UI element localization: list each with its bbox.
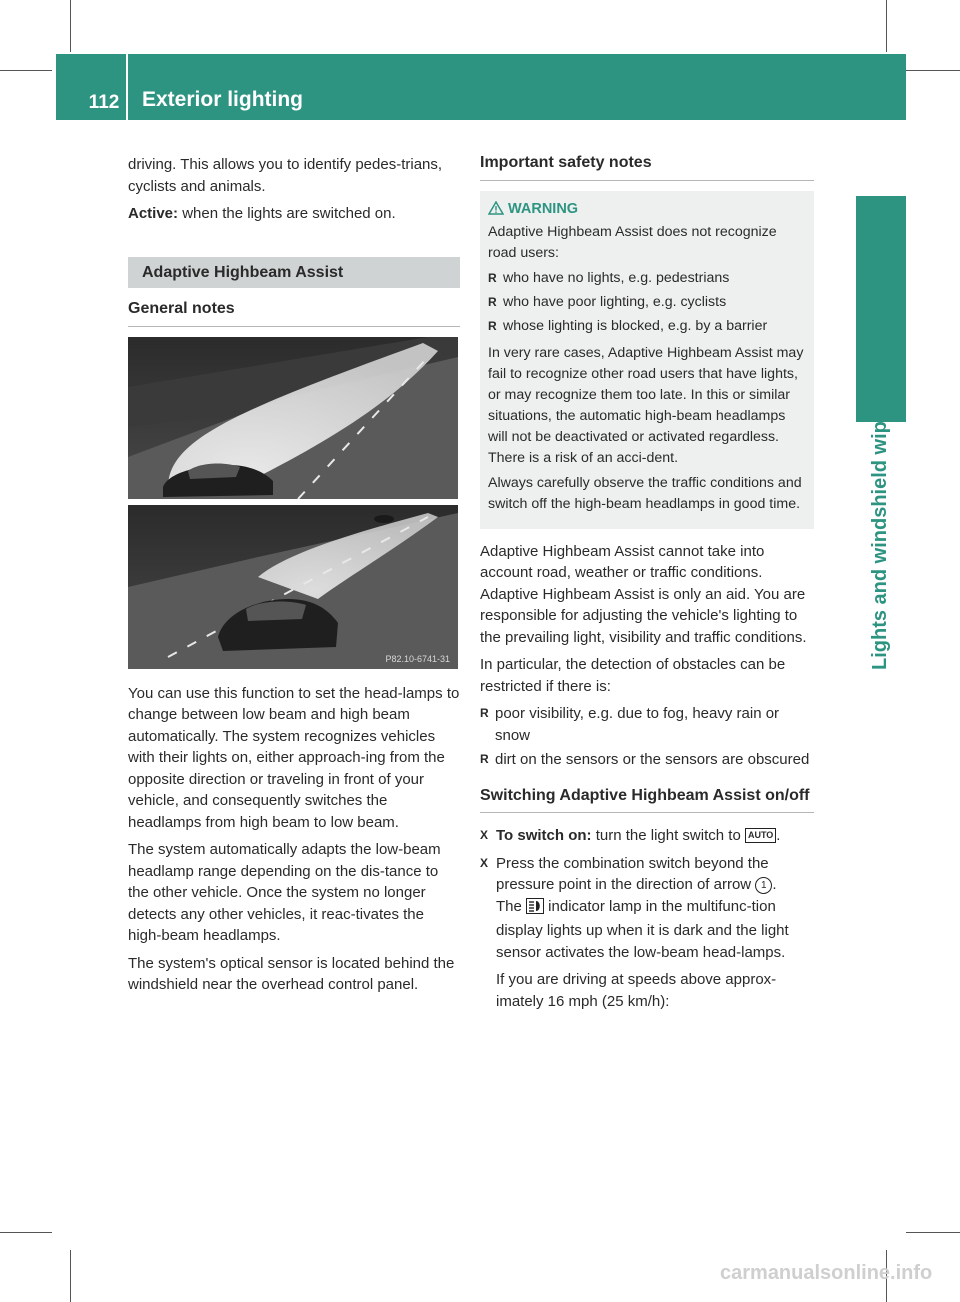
step1-text: turn the light switch to [591, 827, 745, 844]
figure-code: P82.10-6741-31 [385, 653, 450, 664]
step2-text-d: indicator lamp in the multifunc-tion display lights up when it is dark and the light sensor activates the low-beam head-lamps. [496, 897, 789, 961]
step-press-switch [480, 853, 814, 1013]
subhead-general-notes: General notes [128, 298, 460, 327]
crop-mark [70, 1250, 71, 1302]
section-title: Adaptive Highbeam Assist [128, 257, 460, 289]
list-item: R who have poor lighting, e.g. cyclists [488, 292, 806, 313]
list-item: R whose lighting is blocked, e.g. by a barrier [488, 316, 806, 337]
active-line [128, 203, 460, 225]
step2-text-b: . [772, 876, 777, 893]
highbeam-assist-lamp-icon [526, 898, 544, 921]
active-text: when the lights are switched on. [178, 205, 396, 222]
active-label: Active: [128, 205, 179, 222]
list-item: R who have no lights, e.g. pedestrians [488, 268, 806, 289]
warning-paragraph-2: Always carefully observe the traffic conditions and switch off the high-beam headlamps in good time. [488, 474, 802, 512]
switch-heading: Switching Adaptive Highbeam Assist on/off [480, 785, 814, 814]
step1-label: To switch on: [496, 827, 592, 844]
footer-watermark: carmanualsonline.info [720, 1262, 933, 1284]
intro-text: driving. This allows you to identify pedes-trians, cyclists and animals. [128, 156, 443, 195]
left-column [128, 154, 460, 1002]
page-title: Exterior lighting [142, 88, 304, 111]
highbeam-illustration-svg [128, 337, 458, 669]
list-item: R poor visibility, e.g. due to fog, heavy rain or snow [480, 703, 814, 746]
warning-paragraph-1: In very rare cases, Adaptive Highbeam Assist may fail to recognize other road users that have lights, or may recognize them too late. In this or similar situations, the automatic high-beam headlamps will not be deactivated or activated regardless. There is a risk of an acci-dent. [488, 344, 804, 466]
warning-list [488, 268, 806, 337]
crop-mark [0, 1232, 52, 1233]
auto-switch-icon: AUTO [745, 828, 776, 843]
arrow-number-icon: 1 [755, 877, 772, 894]
warning-icon [488, 201, 504, 215]
step2-text-a: Press the combination switch beyond the pressure point in the direction of arrow [496, 854, 769, 893]
list-item: R dirt on the sensors or the sensors are obscured [480, 749, 814, 771]
right-column [480, 150, 814, 1018]
highbeam-illustration [128, 337, 458, 669]
crop-mark [906, 1232, 960, 1233]
crop-mark [0, 70, 52, 71]
side-tab-block [856, 196, 906, 422]
step2-text-c: The [496, 897, 527, 915]
crop-mark [906, 70, 960, 71]
crop-mark [886, 0, 887, 52]
right-paragraph-2: In particular, the detection of obstacles can be restricted if there is: [480, 656, 786, 695]
side-tab-label: Lights and windshield wipers [869, 391, 891, 670]
step-switch-on: X To switch on: turn the light switch to AUTO . [480, 825, 814, 847]
left-paragraph-3: The system's optical sensor is located behind the windshield near the overhead control panel. [128, 954, 455, 993]
warning-title [488, 199, 806, 220]
page-number: 112 [88, 92, 120, 113]
warning-title-text: WARNING [508, 200, 579, 217]
oncoming-car [374, 515, 394, 523]
header-separator [126, 54, 128, 120]
steps-list [480, 825, 814, 1012]
left-paragraph-2: The system automatically adapts the low-beam headlamp range depending on the dis-tance to the other vehicle. Once the system no longer detects any other vehicles, it reac-tivates the high-beam headlamps. [128, 841, 441, 944]
left-paragraph-1: You can use this function to set the head-lamps to change between low beam and high beam automatically. The system recognizes vehicles with their lights on, either approach-ing from the opposite direction or traveling in front of your vehicle, and consequently switches the headlamps from high beam to low beam. [128, 684, 460, 831]
step2-text-e: If you are driving at speeds above approx-imately 16 mph (25 km/h): [496, 971, 777, 1010]
crop-mark [70, 0, 71, 52]
restrictions-list [480, 703, 814, 771]
warning-intro: Adaptive Highbeam Assist does not recognize road users: [488, 223, 777, 261]
right-paragraph-1: Adaptive Highbeam Assist cannot take into account road, weather or traffic conditions. Adaptive Highbeam Assist is only an aid. You are responsible for adjusting the vehicle's lighting to the prevailing light, visibility and traffic conditions. [480, 542, 807, 646]
safety-heading: Important safety notes [480, 150, 814, 181]
side-tab [869, 391, 895, 670]
warning-box [480, 191, 814, 529]
